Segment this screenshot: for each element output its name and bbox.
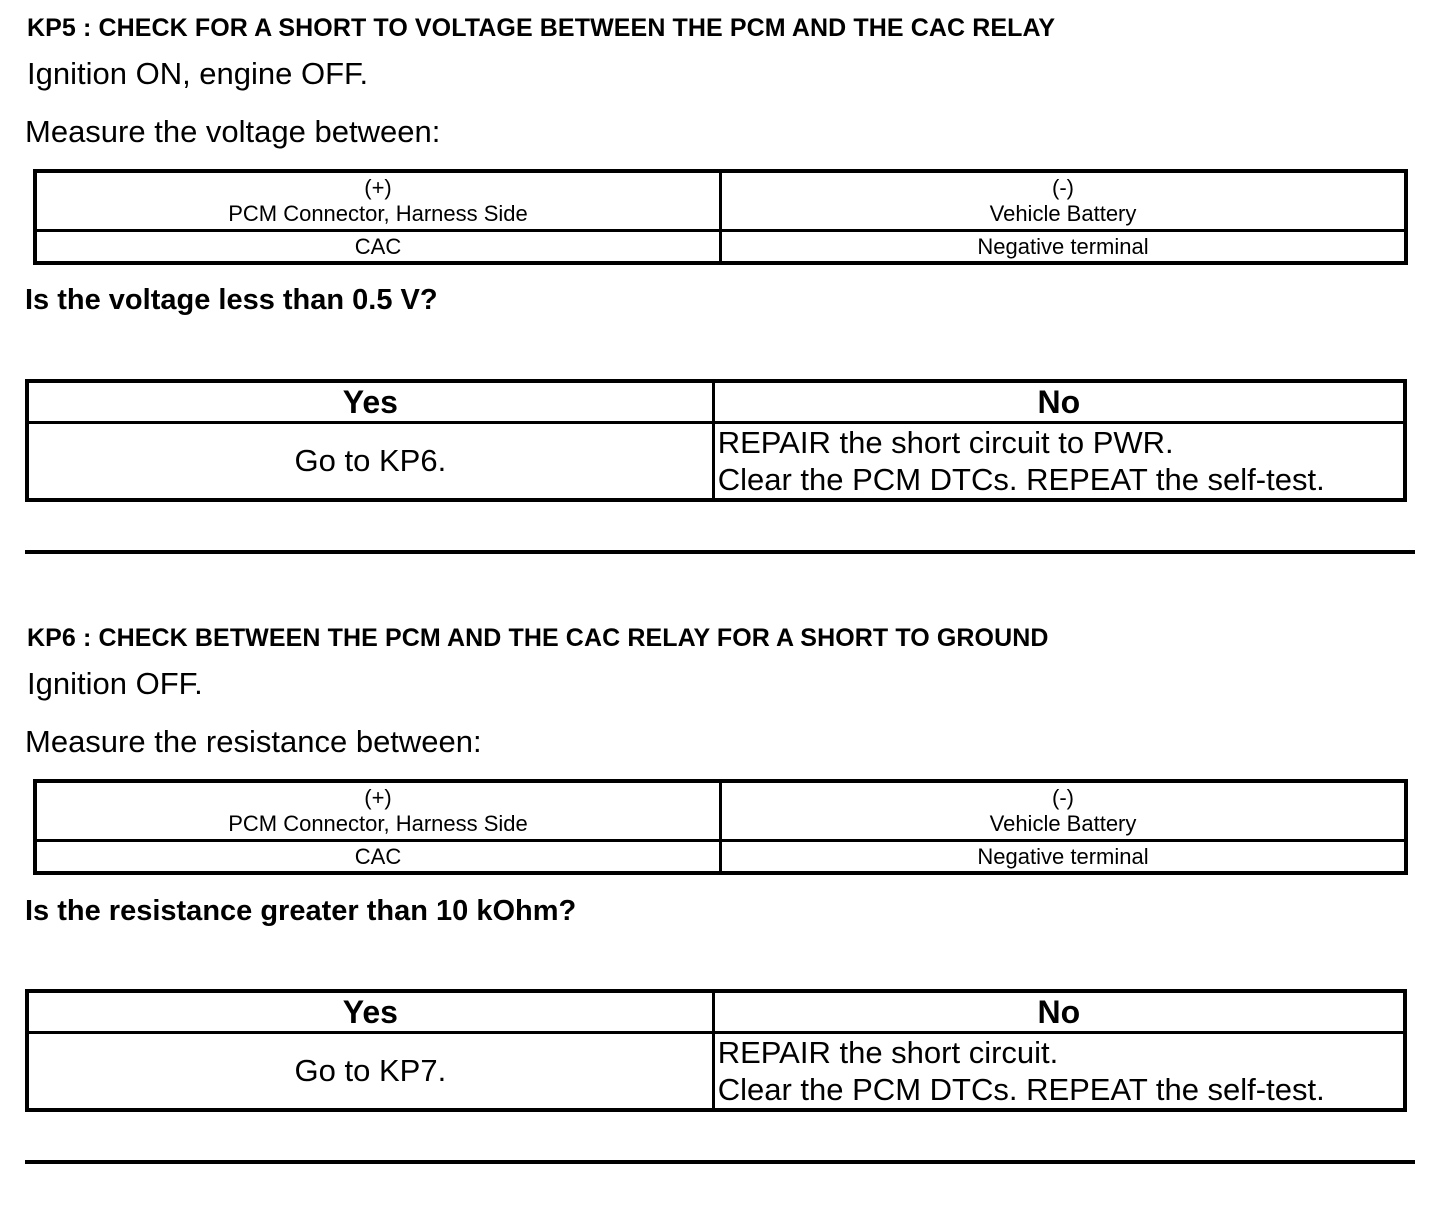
kp5-measure-table (33, 169, 1408, 265)
kp6-no-header: No (713, 991, 1405, 1033)
section-divider (25, 1160, 1415, 1164)
kp6-question: Is the resistance greater than 10 kOhm? (25, 895, 577, 927)
kp6-condition: Ignition OFF. (27, 666, 203, 701)
kp5-yes-action: Go to KP6. (27, 423, 713, 501)
minus-symbol: (-) (1052, 785, 1074, 810)
kp6-no-action-line2: Clear the PCM DTCs. REPEAT the self-test. (717, 1072, 1325, 1107)
kp6-title: KP6 : CHECK BETWEEN THE PCM AND THE CAC RELAY FOR A SHORT TO GROUND (27, 624, 1049, 652)
kp6-instruction: Measure the resistance between: (25, 724, 482, 759)
kp6-answer-table (25, 989, 1407, 1112)
kp6-plus-header (35, 781, 721, 841)
minus-label: Vehicle Battery (989, 811, 1137, 836)
kp6-minus-value: Negative terminal (721, 841, 1407, 874)
plus-label: PCM Connector, Harness Side (228, 811, 528, 836)
kp5-no-action-line2: Clear the PCM DTCs. REPEAT the self-test. (717, 462, 1325, 497)
minus-symbol: (-) (1052, 175, 1074, 200)
kp5-instruction: Measure the voltage between: (25, 114, 441, 149)
kp5-yes-header: Yes (27, 381, 713, 423)
plus-label: PCM Connector, Harness Side (228, 201, 528, 226)
kp5-no-header: No (713, 381, 1405, 423)
kp6-plus-value: CAC (35, 841, 721, 874)
kp5-minus-value: Negative terminal (721, 231, 1407, 264)
kp5-answer-table (25, 379, 1407, 502)
section-divider (25, 550, 1415, 554)
kp5-no-action (713, 423, 1405, 501)
plus-symbol: (+) (364, 785, 392, 810)
kp6-measure-table (33, 779, 1408, 875)
kp5-title: KP5 : CHECK FOR A SHORT TO VOLTAGE BETWEEN THE PCM AND THE CAC RELAY (27, 14, 1056, 42)
plus-symbol: (+) (364, 175, 392, 200)
kp6-yes-header: Yes (27, 991, 713, 1033)
kp5-question: Is the voltage less than 0.5 V? (25, 284, 438, 316)
kp6-minus-header (721, 781, 1407, 841)
kp5-plus-header (35, 171, 721, 231)
kp6-no-action (713, 1033, 1405, 1111)
kp5-minus-header (721, 171, 1407, 231)
kp5-condition: Ignition ON, engine OFF. (27, 56, 369, 91)
kp6-no-action-line1: REPAIR the short circuit. (717, 1035, 1059, 1070)
minus-label: Vehicle Battery (989, 201, 1137, 226)
kp6-yes-action: Go to KP7. (27, 1033, 713, 1111)
kp5-plus-value: CAC (35, 231, 721, 264)
kp5-no-action-line1: REPAIR the short circuit to PWR. (717, 425, 1174, 460)
